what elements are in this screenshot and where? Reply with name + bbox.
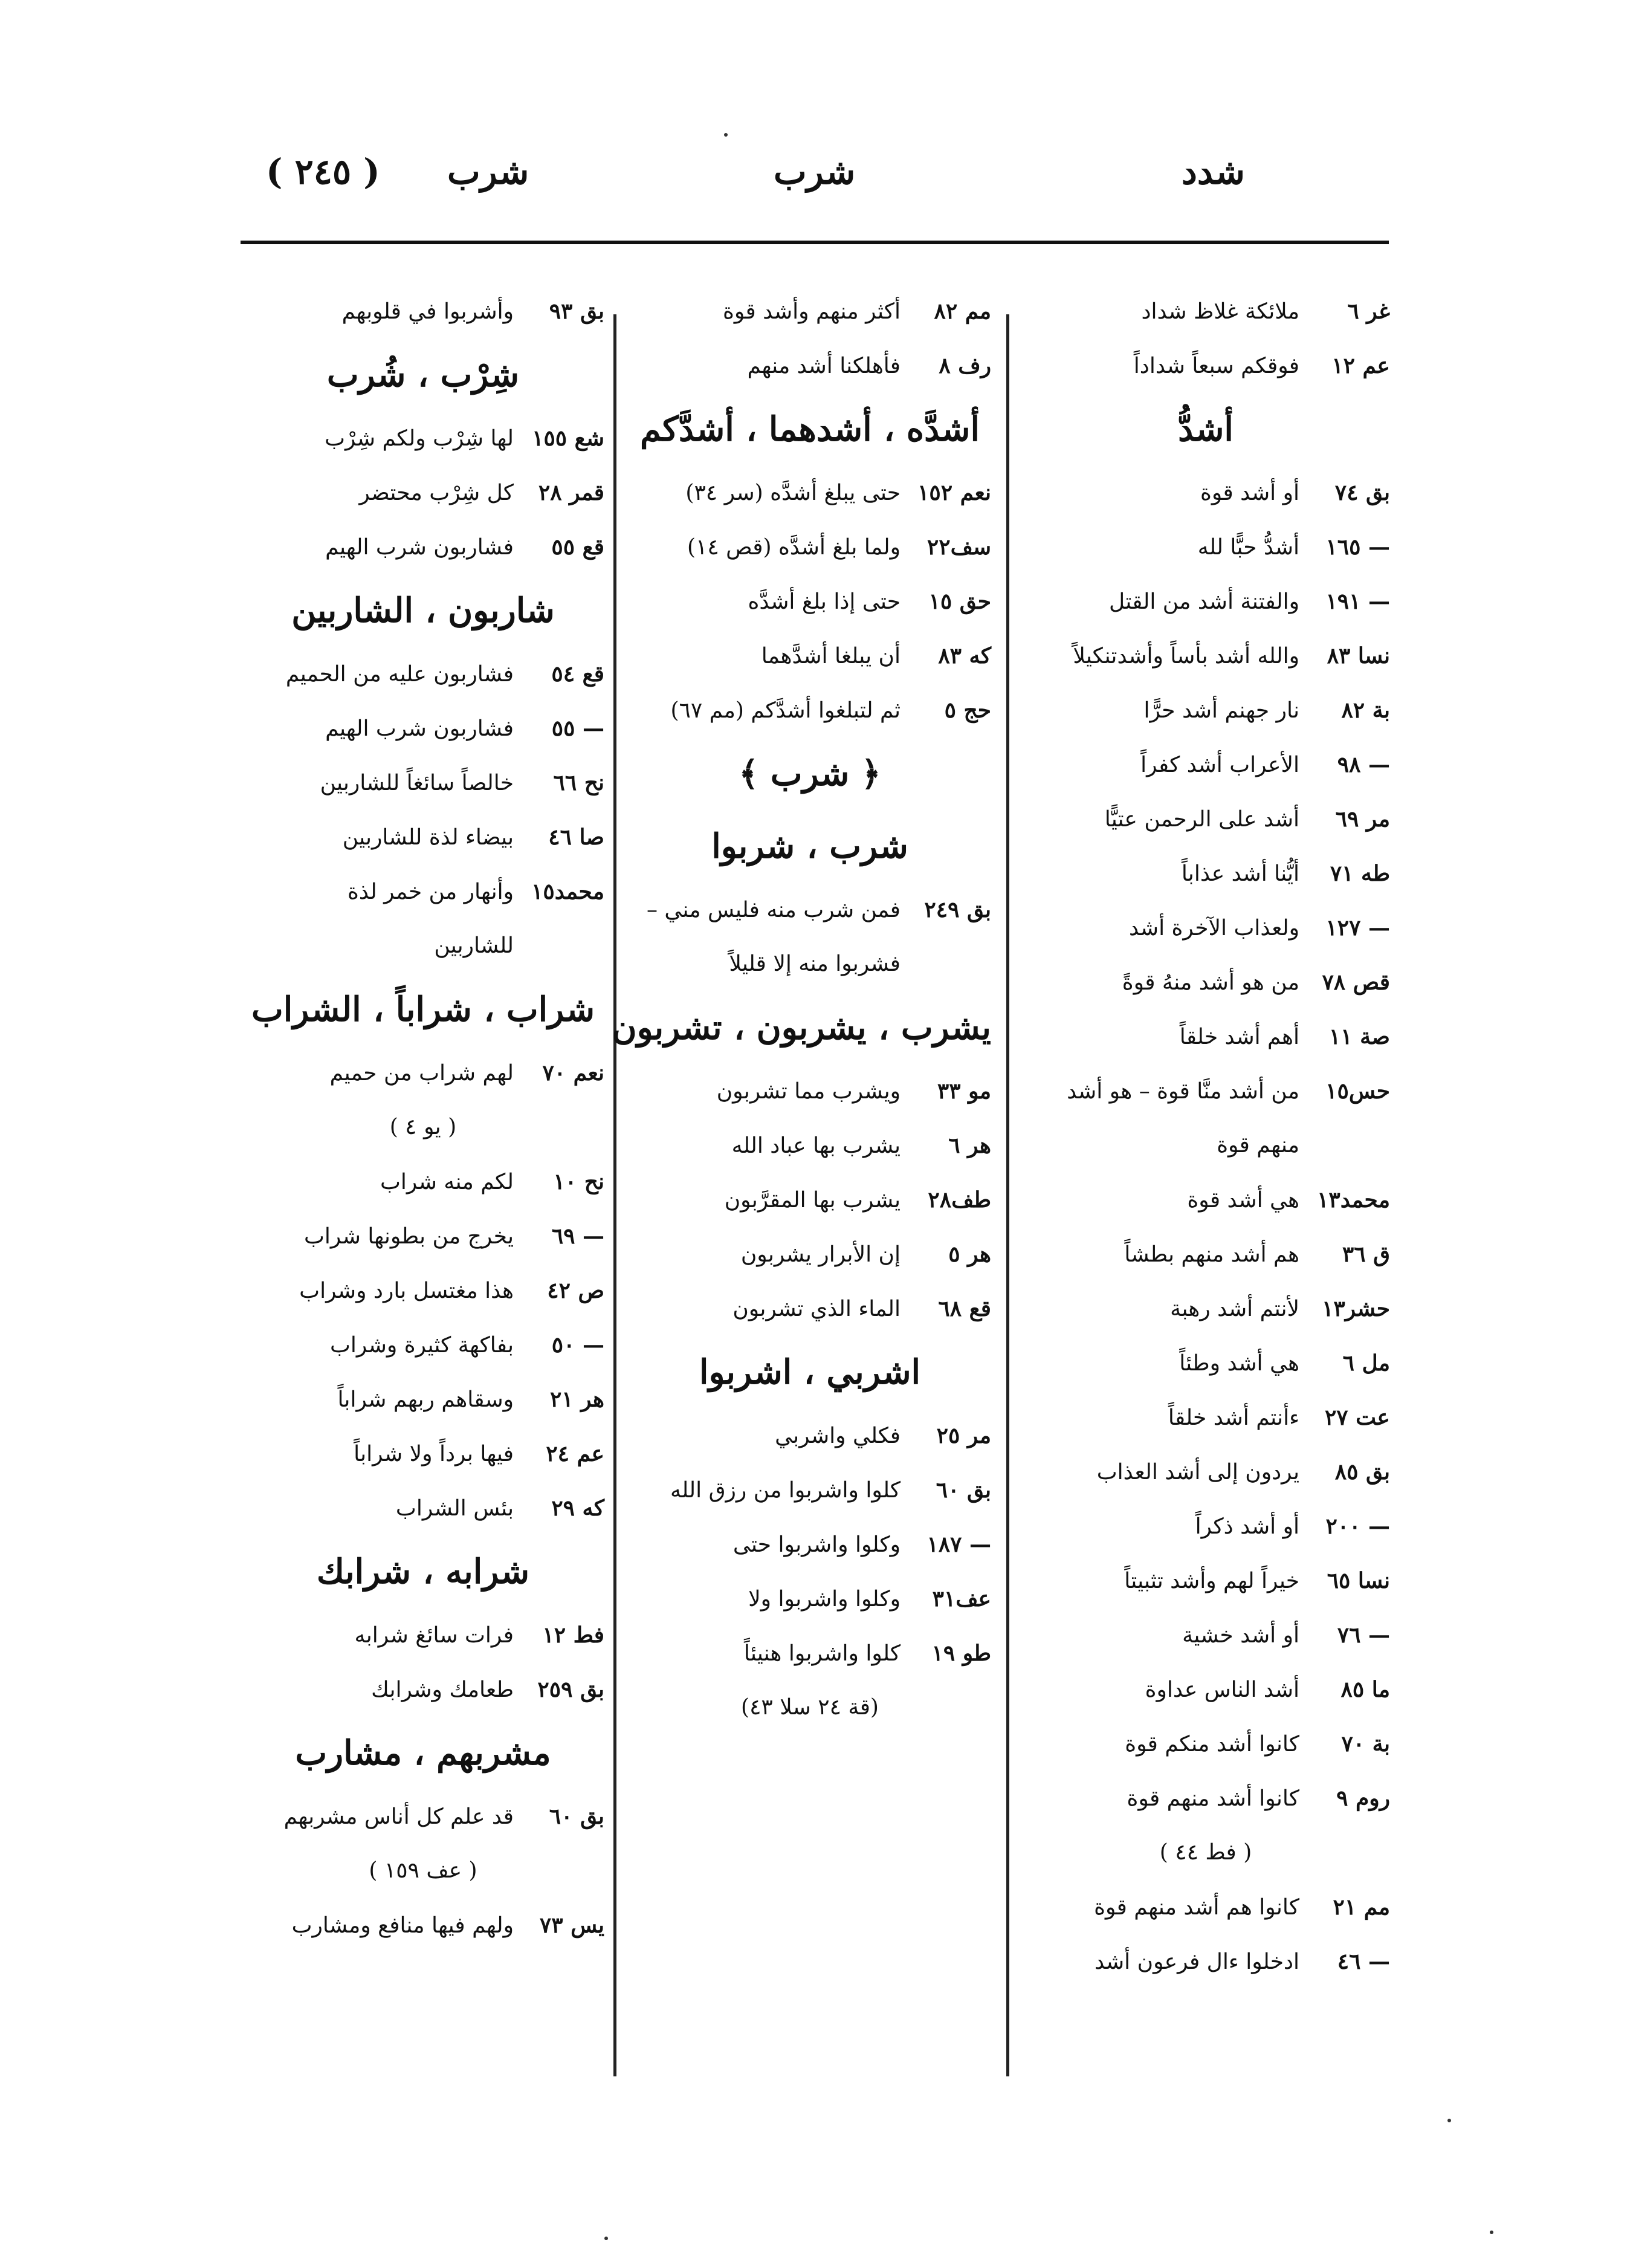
entry-text: هي أشد قوة bbox=[1187, 1188, 1299, 1213]
index-entry bbox=[242, 1372, 604, 1427]
speck bbox=[604, 2237, 608, 2240]
index-entry bbox=[1021, 339, 1390, 393]
section-heading: شراب ، شراباً ، الشراب bbox=[251, 990, 595, 1029]
index-entry bbox=[1021, 1281, 1390, 1336]
entry-text: ولما بلغ أشدَّه (قص ١٤) bbox=[687, 535, 901, 560]
entry-reference: حس١٥ bbox=[1325, 1078, 1390, 1104]
index-entry bbox=[629, 1173, 991, 1227]
entry-reference: قص ٧٨ bbox=[1322, 970, 1390, 995]
entry-text: من هو أشد منهُ قوةً bbox=[1122, 970, 1299, 995]
entry-reference: بق ٢٥٩ bbox=[537, 1677, 604, 1702]
entry-reference: قع ٥٥ bbox=[551, 534, 604, 560]
index-entry bbox=[629, 1281, 991, 1336]
entry-reference: — ٥٠ bbox=[551, 1332, 604, 1358]
index-entry bbox=[1021, 1173, 1390, 1227]
index-entry bbox=[1021, 1608, 1390, 1662]
entry-reference: طو ١٩ bbox=[931, 1641, 991, 1666]
entry-text: كلوا واشربوا من رزق الله bbox=[670, 1478, 901, 1503]
entry-text: ملائكة غلاظ شداد bbox=[1141, 299, 1299, 324]
entry-text: لأنتم أشد رهبة bbox=[1170, 1297, 1299, 1321]
speck bbox=[1490, 2231, 1493, 2234]
entry-reference: بق ٨٥ bbox=[1334, 1459, 1390, 1485]
entry-reference: — ١٢٧ bbox=[1325, 915, 1390, 941]
entry-reference: طه ٧١ bbox=[1330, 861, 1390, 886]
page-number: ( ٢٤٥ ) bbox=[266, 151, 380, 192]
entry-reference: حشر١٣ bbox=[1322, 1296, 1390, 1321]
entry-text: أو أشد خشية bbox=[1182, 1623, 1299, 1648]
entry-continuation bbox=[242, 919, 604, 973]
index-entry bbox=[1021, 1064, 1390, 1118]
index-entry bbox=[242, 1481, 604, 1535]
index-entry bbox=[1021, 1880, 1390, 1934]
index-entry bbox=[1021, 737, 1390, 792]
index-entry bbox=[1021, 1390, 1390, 1445]
index-entry bbox=[1021, 1771, 1390, 1826]
entry-text: أكثر منهم وأشد قوة bbox=[722, 299, 901, 324]
entry-reference: — ١٦٥ bbox=[1325, 534, 1390, 560]
entry-reference: كه ٨٣ bbox=[938, 643, 991, 669]
entry-reference: عت ٢٧ bbox=[1324, 1405, 1390, 1430]
entry-reference: عف٣١ bbox=[932, 1586, 991, 1612]
entry-reference: قمر ٢٨ bbox=[538, 480, 604, 505]
index-entry bbox=[242, 1789, 604, 1844]
index-entry bbox=[629, 339, 991, 393]
entry-reference: بق ٧٤ bbox=[1334, 480, 1390, 505]
entry-text: ويشرب مما تشربون bbox=[716, 1079, 901, 1104]
entry-text: يشرب بها المقرَّبون bbox=[724, 1188, 901, 1213]
entry-reference: طف٢٨ bbox=[928, 1187, 991, 1213]
index-entry bbox=[1021, 1717, 1390, 1771]
entry-text: خيراً لهم وأشد تثبيتاً bbox=[1124, 1569, 1299, 1593]
entry-reference: مو ٣٣ bbox=[937, 1078, 991, 1104]
section-heading: ﴿ شرب ﴾ bbox=[739, 754, 881, 794]
index-entry bbox=[1021, 520, 1390, 574]
index-entry bbox=[242, 1662, 604, 1717]
entry-reference: صة ١١ bbox=[1328, 1024, 1390, 1049]
index-entry bbox=[242, 701, 604, 756]
index-entry bbox=[629, 1463, 991, 1517]
section-heading: شرب ، شربوا bbox=[711, 826, 908, 866]
entry-reference: غر ٦ bbox=[1347, 299, 1390, 324]
index-entry bbox=[1021, 284, 1390, 339]
index-entry bbox=[629, 1572, 991, 1626]
entry-reference: فط ١٢ bbox=[542, 1622, 604, 1648]
entry-text: أن يبلغا أشدَّهما bbox=[761, 644, 901, 669]
entry-text: وسقاهم ربهم شراباً bbox=[337, 1387, 514, 1412]
entry-text: حتى إذا بلغ أشدَّه bbox=[748, 589, 901, 614]
index-entry bbox=[242, 1209, 604, 1263]
index-entry bbox=[1021, 1445, 1390, 1499]
entry-reference: نعم ٧٠ bbox=[542, 1060, 604, 1086]
index-entry bbox=[242, 1263, 604, 1318]
index-entry bbox=[242, 1318, 604, 1372]
entry-text: فوقكم سبعاً شداداً bbox=[1133, 354, 1299, 378]
entry-reference: — ٧٦ bbox=[1337, 1622, 1390, 1648]
entry-reference: نح ٦٦ bbox=[553, 770, 604, 795]
header-right-word: شدد bbox=[1182, 151, 1245, 192]
entry-reference: بق ٢٤٩ bbox=[924, 897, 991, 922]
entry-text: فكلي واشربي bbox=[775, 1424, 901, 1448]
entry-reference: مر ٦٩ bbox=[1335, 806, 1390, 832]
speck bbox=[1447, 2119, 1451, 2122]
entry-text: فمن شرب منه فليس مني – bbox=[646, 898, 901, 922]
entry-text: ادخلوا ءال فرعون أشد bbox=[1095, 1949, 1299, 1974]
header-left-word: شرب bbox=[447, 151, 529, 192]
index-entry bbox=[629, 574, 991, 629]
entry-text: أيُّنا أشد عذاباً bbox=[1181, 861, 1299, 886]
index-entry bbox=[629, 1064, 991, 1118]
entry-text: الماء الذي تشربون bbox=[732, 1297, 901, 1321]
section-heading: شِرْب ، شُرب bbox=[326, 355, 520, 395]
index-entry bbox=[629, 1517, 991, 1572]
entry-reference: كه ٢٩ bbox=[551, 1495, 604, 1521]
section-heading: أشدُّ bbox=[1178, 409, 1234, 449]
entry-text: فشربوا منه إلا قليلاً bbox=[729, 951, 901, 976]
entry-reference: مم ٨٢ bbox=[934, 299, 991, 324]
entry-reference: حق ١٥ bbox=[928, 589, 991, 614]
cross-reference: ( يو ٤ ) bbox=[389, 1115, 457, 1139]
entry-text: طعامك وشرابك bbox=[371, 1677, 514, 1702]
entry-reference: صا ٤٦ bbox=[548, 825, 604, 850]
entry-text: فيها برداً ولا شراباً bbox=[354, 1442, 514, 1466]
entry-text: أشد على الرحمن عتيًّا bbox=[1104, 807, 1299, 832]
entry-reference: يس ٧٣ bbox=[539, 1913, 604, 1938]
entry-text: وأشربوا في قلوبهم bbox=[341, 299, 514, 324]
index-entry bbox=[629, 284, 991, 339]
index-entry bbox=[242, 1898, 604, 1952]
entry-text: فشاربون شرب الهيم bbox=[325, 716, 514, 741]
entry-reference: مل ٦ bbox=[1342, 1350, 1390, 1376]
entry-reference: شع ١٥٥ bbox=[532, 426, 604, 451]
entry-text: الأعراب أشد كفراً bbox=[1140, 753, 1299, 777]
entry-reference: نسا ٨٣ bbox=[1327, 643, 1390, 669]
entry-reference: — ٥٥ bbox=[551, 716, 604, 741]
section-heading: شرابه ، شرابك bbox=[316, 1552, 530, 1592]
index-entry bbox=[242, 864, 604, 919]
entry-reference: — ٩٨ bbox=[1337, 752, 1390, 777]
entry-text: أشد الناس عداوة bbox=[1145, 1677, 1299, 1702]
index-entry bbox=[629, 1408, 991, 1463]
entry-text: كلوا واشربوا هنيئاً bbox=[743, 1641, 901, 1666]
entry-reference: نعم ١٥٢ bbox=[917, 480, 991, 505]
entry-text: والفتنة أشد من القتل bbox=[1109, 589, 1299, 614]
entry-text: كل شِرْب محتضر bbox=[359, 481, 514, 505]
index-entry bbox=[1021, 1227, 1390, 1281]
entry-text: هم أشد منهم بطشاً bbox=[1124, 1242, 1299, 1267]
header-rule bbox=[241, 241, 1389, 244]
entry-reference: نح ١٠ bbox=[553, 1169, 604, 1194]
index-entry bbox=[1021, 683, 1390, 737]
index-entry bbox=[1021, 846, 1390, 901]
entry-reference: محمد١٥ bbox=[531, 879, 604, 904]
index-entry bbox=[629, 1626, 991, 1680]
entry-text: أو أشد ذكراً bbox=[1195, 1514, 1299, 1539]
index-column-left bbox=[242, 284, 604, 1952]
cross-reference: ( عف ١٥٩ ) bbox=[369, 1858, 477, 1883]
entry-reference: بة ٨٢ bbox=[1341, 698, 1390, 723]
entry-text: كانوا هم أشد منهم قوة bbox=[1094, 1895, 1299, 1920]
index-entry bbox=[1021, 1662, 1390, 1717]
index-entry bbox=[1021, 465, 1390, 520]
entry-text: يشرب بها عباد الله bbox=[731, 1133, 901, 1158]
entry-reference: — ١٨٧ bbox=[926, 1532, 991, 1557]
index-entry bbox=[242, 465, 604, 520]
entry-text: لها شِرْب ولكم شِرْب bbox=[325, 426, 514, 451]
entry-text: بفاكهة كثيرة وشراب bbox=[329, 1333, 514, 1358]
entry-text: هذا مغتسل بارد وشراب bbox=[299, 1278, 514, 1303]
section-heading: مشربهم ، مشارب bbox=[295, 1733, 551, 1773]
entry-reference: قع ٦٨ bbox=[938, 1296, 991, 1321]
entry-reference: رف ٨ bbox=[939, 353, 991, 378]
entry-reference: — ١٩١ bbox=[1325, 589, 1390, 614]
entry-text: أو أشد قوة bbox=[1200, 481, 1299, 505]
column-divider-left bbox=[613, 314, 616, 2076]
entry-text: ثم لتبلغوا أشدَّكم (مم ٦٧) bbox=[670, 698, 901, 723]
index-entry bbox=[1021, 901, 1390, 955]
entry-continuation bbox=[629, 937, 991, 991]
entry-text: منهم قوة bbox=[1217, 1133, 1299, 1158]
entry-continuation bbox=[1021, 1118, 1390, 1173]
index-entry bbox=[629, 683, 991, 737]
index-entry bbox=[1021, 1336, 1390, 1390]
index-entry bbox=[242, 1046, 604, 1100]
column-divider-right bbox=[1006, 314, 1009, 2076]
entry-text: من أشد منَّا قوة – هو أشد bbox=[1067, 1079, 1299, 1104]
index-entry bbox=[629, 629, 991, 683]
header-center-word: شرب bbox=[774, 151, 856, 192]
entry-text: يردون إلى أشد العذاب bbox=[1096, 1460, 1299, 1485]
entry-text: خالصاً سائغاً للشاربين bbox=[320, 771, 514, 795]
index-entry bbox=[242, 284, 604, 339]
index-entry bbox=[629, 465, 991, 520]
entry-text: والله أشد بأساً وأشدتنكيلاً bbox=[1073, 644, 1299, 669]
entry-reference: بق ٩٣ bbox=[549, 299, 604, 324]
entry-reference: بق ٦٠ bbox=[549, 1804, 604, 1829]
entry-reference: قع ٥٤ bbox=[551, 661, 604, 687]
entry-text: فرات سائغ شرابه bbox=[354, 1623, 514, 1648]
entry-reference: ص ٤٢ bbox=[547, 1278, 604, 1303]
entry-text: ولهم فيها منافع ومشارب bbox=[291, 1913, 514, 1938]
index-entry bbox=[1021, 574, 1390, 629]
entry-reference: عم ١٢ bbox=[1331, 353, 1390, 378]
entry-reference: بة ٧٠ bbox=[1341, 1731, 1390, 1757]
entry-text: فشاربون عليه من الحميم bbox=[285, 662, 514, 687]
entry-reference: عم ٢٤ bbox=[546, 1441, 604, 1466]
entry-text: فأهلكنا أشد منهم bbox=[747, 354, 901, 378]
index-entry bbox=[242, 411, 604, 465]
section-heading: شاربون ، الشاربين bbox=[291, 591, 555, 630]
entry-reference: هر ٢١ bbox=[549, 1387, 604, 1412]
index-entry bbox=[242, 810, 604, 864]
entry-reference: هر ٦ bbox=[948, 1133, 991, 1158]
index-entry bbox=[1021, 1499, 1390, 1554]
entry-text: ءأنتم أشد خلقاً bbox=[1168, 1405, 1299, 1430]
cross-reference: ( فط ٤٤ ) bbox=[1159, 1840, 1252, 1865]
entry-text: وكلوا واشربوا ولا bbox=[748, 1587, 901, 1612]
entry-text: لهم شراب من حميم bbox=[329, 1061, 514, 1086]
entry-reference: مم ٢١ bbox=[1333, 1894, 1390, 1920]
entry-reference: — ٦٩ bbox=[551, 1223, 604, 1249]
entry-text: حتى يبلغ أشدَّه (سر ٣٤) bbox=[685, 481, 901, 505]
index-entry bbox=[629, 520, 991, 574]
index-entry bbox=[1021, 792, 1390, 846]
index-column-middle bbox=[612, 284, 991, 1735]
index-entry bbox=[1021, 1009, 1390, 1064]
entry-text: أهم أشد خلقاً bbox=[1179, 1025, 1299, 1049]
index-entry bbox=[242, 1155, 604, 1209]
entry-reference: — ٤٦ bbox=[1337, 1949, 1390, 1974]
index-entry bbox=[242, 1427, 604, 1481]
index-entry bbox=[242, 1608, 604, 1662]
entry-text: أشدُّ حبًّا لله bbox=[1197, 535, 1299, 560]
entry-text: بئس الشراب bbox=[395, 1496, 514, 1521]
section-heading: أشدَّه ، أشدهما ، أشدَّكم bbox=[640, 409, 980, 449]
speck bbox=[724, 133, 728, 137]
entry-text: كانوا أشد منكم قوة bbox=[1125, 1732, 1299, 1757]
index-entry bbox=[629, 1227, 991, 1281]
entry-text: وكلوا واشربوا حتى bbox=[732, 1532, 901, 1557]
entry-text: ولعذاب الآخرة أشد bbox=[1129, 916, 1299, 941]
index-entry bbox=[242, 520, 604, 574]
entry-reference: — ٢٠٠ bbox=[1325, 1514, 1390, 1539]
entry-reference: نسا ٦٥ bbox=[1327, 1568, 1390, 1593]
entry-reference: بق ٦٠ bbox=[936, 1477, 991, 1503]
index-entry bbox=[1021, 955, 1390, 1009]
entry-text: وأنهار من خمر لذة bbox=[347, 880, 514, 904]
index-entry bbox=[629, 1118, 991, 1173]
cross-reference: (قة ٢٤ سلا ٤٣) bbox=[741, 1695, 879, 1720]
entry-reference: ما ٨٥ bbox=[1340, 1677, 1390, 1702]
section-heading: يشرب ، يشربون ، تشربون bbox=[612, 1008, 991, 1048]
entry-reference: حج ٥ bbox=[944, 698, 991, 723]
index-entry bbox=[242, 756, 604, 810]
index-column-right bbox=[1021, 284, 1390, 1989]
index-entry bbox=[629, 883, 991, 937]
index-entry bbox=[1021, 1554, 1390, 1608]
index-entry bbox=[1021, 629, 1390, 683]
entry-reference: هر ٥ bbox=[948, 1242, 991, 1267]
entry-reference: سف٢٢ bbox=[926, 534, 991, 560]
entry-text: لكم منه شراب bbox=[380, 1170, 514, 1194]
index-entry bbox=[1021, 1934, 1390, 1989]
entry-text: بيضاء لذة للشاربين bbox=[342, 825, 514, 850]
entry-text: كانوا أشد منهم قوة bbox=[1127, 1786, 1299, 1811]
entry-text: إن الأبرار يشربون bbox=[740, 1242, 901, 1267]
entry-reference: محمد١٣ bbox=[1317, 1187, 1390, 1213]
entry-text: هي أشد وطئاً bbox=[1179, 1351, 1299, 1376]
entry-text: للشاربين bbox=[434, 933, 514, 958]
entry-reference: روم ٩ bbox=[1336, 1786, 1390, 1811]
entry-text: فشاربون شرب الهيم bbox=[325, 535, 514, 560]
entry-text: يخرج من بطونها شراب bbox=[303, 1224, 514, 1249]
entry-reference: ق ٣٦ bbox=[1342, 1242, 1390, 1267]
entry-reference: مر ٢٥ bbox=[936, 1423, 991, 1448]
section-heading: اشربي ، اشربوا bbox=[699, 1352, 921, 1392]
entry-text: قد علم كل أناس مشربهم bbox=[283, 1804, 514, 1829]
index-entry bbox=[242, 647, 604, 701]
entry-text: نار جهنم أشد حرًّا bbox=[1143, 698, 1299, 723]
